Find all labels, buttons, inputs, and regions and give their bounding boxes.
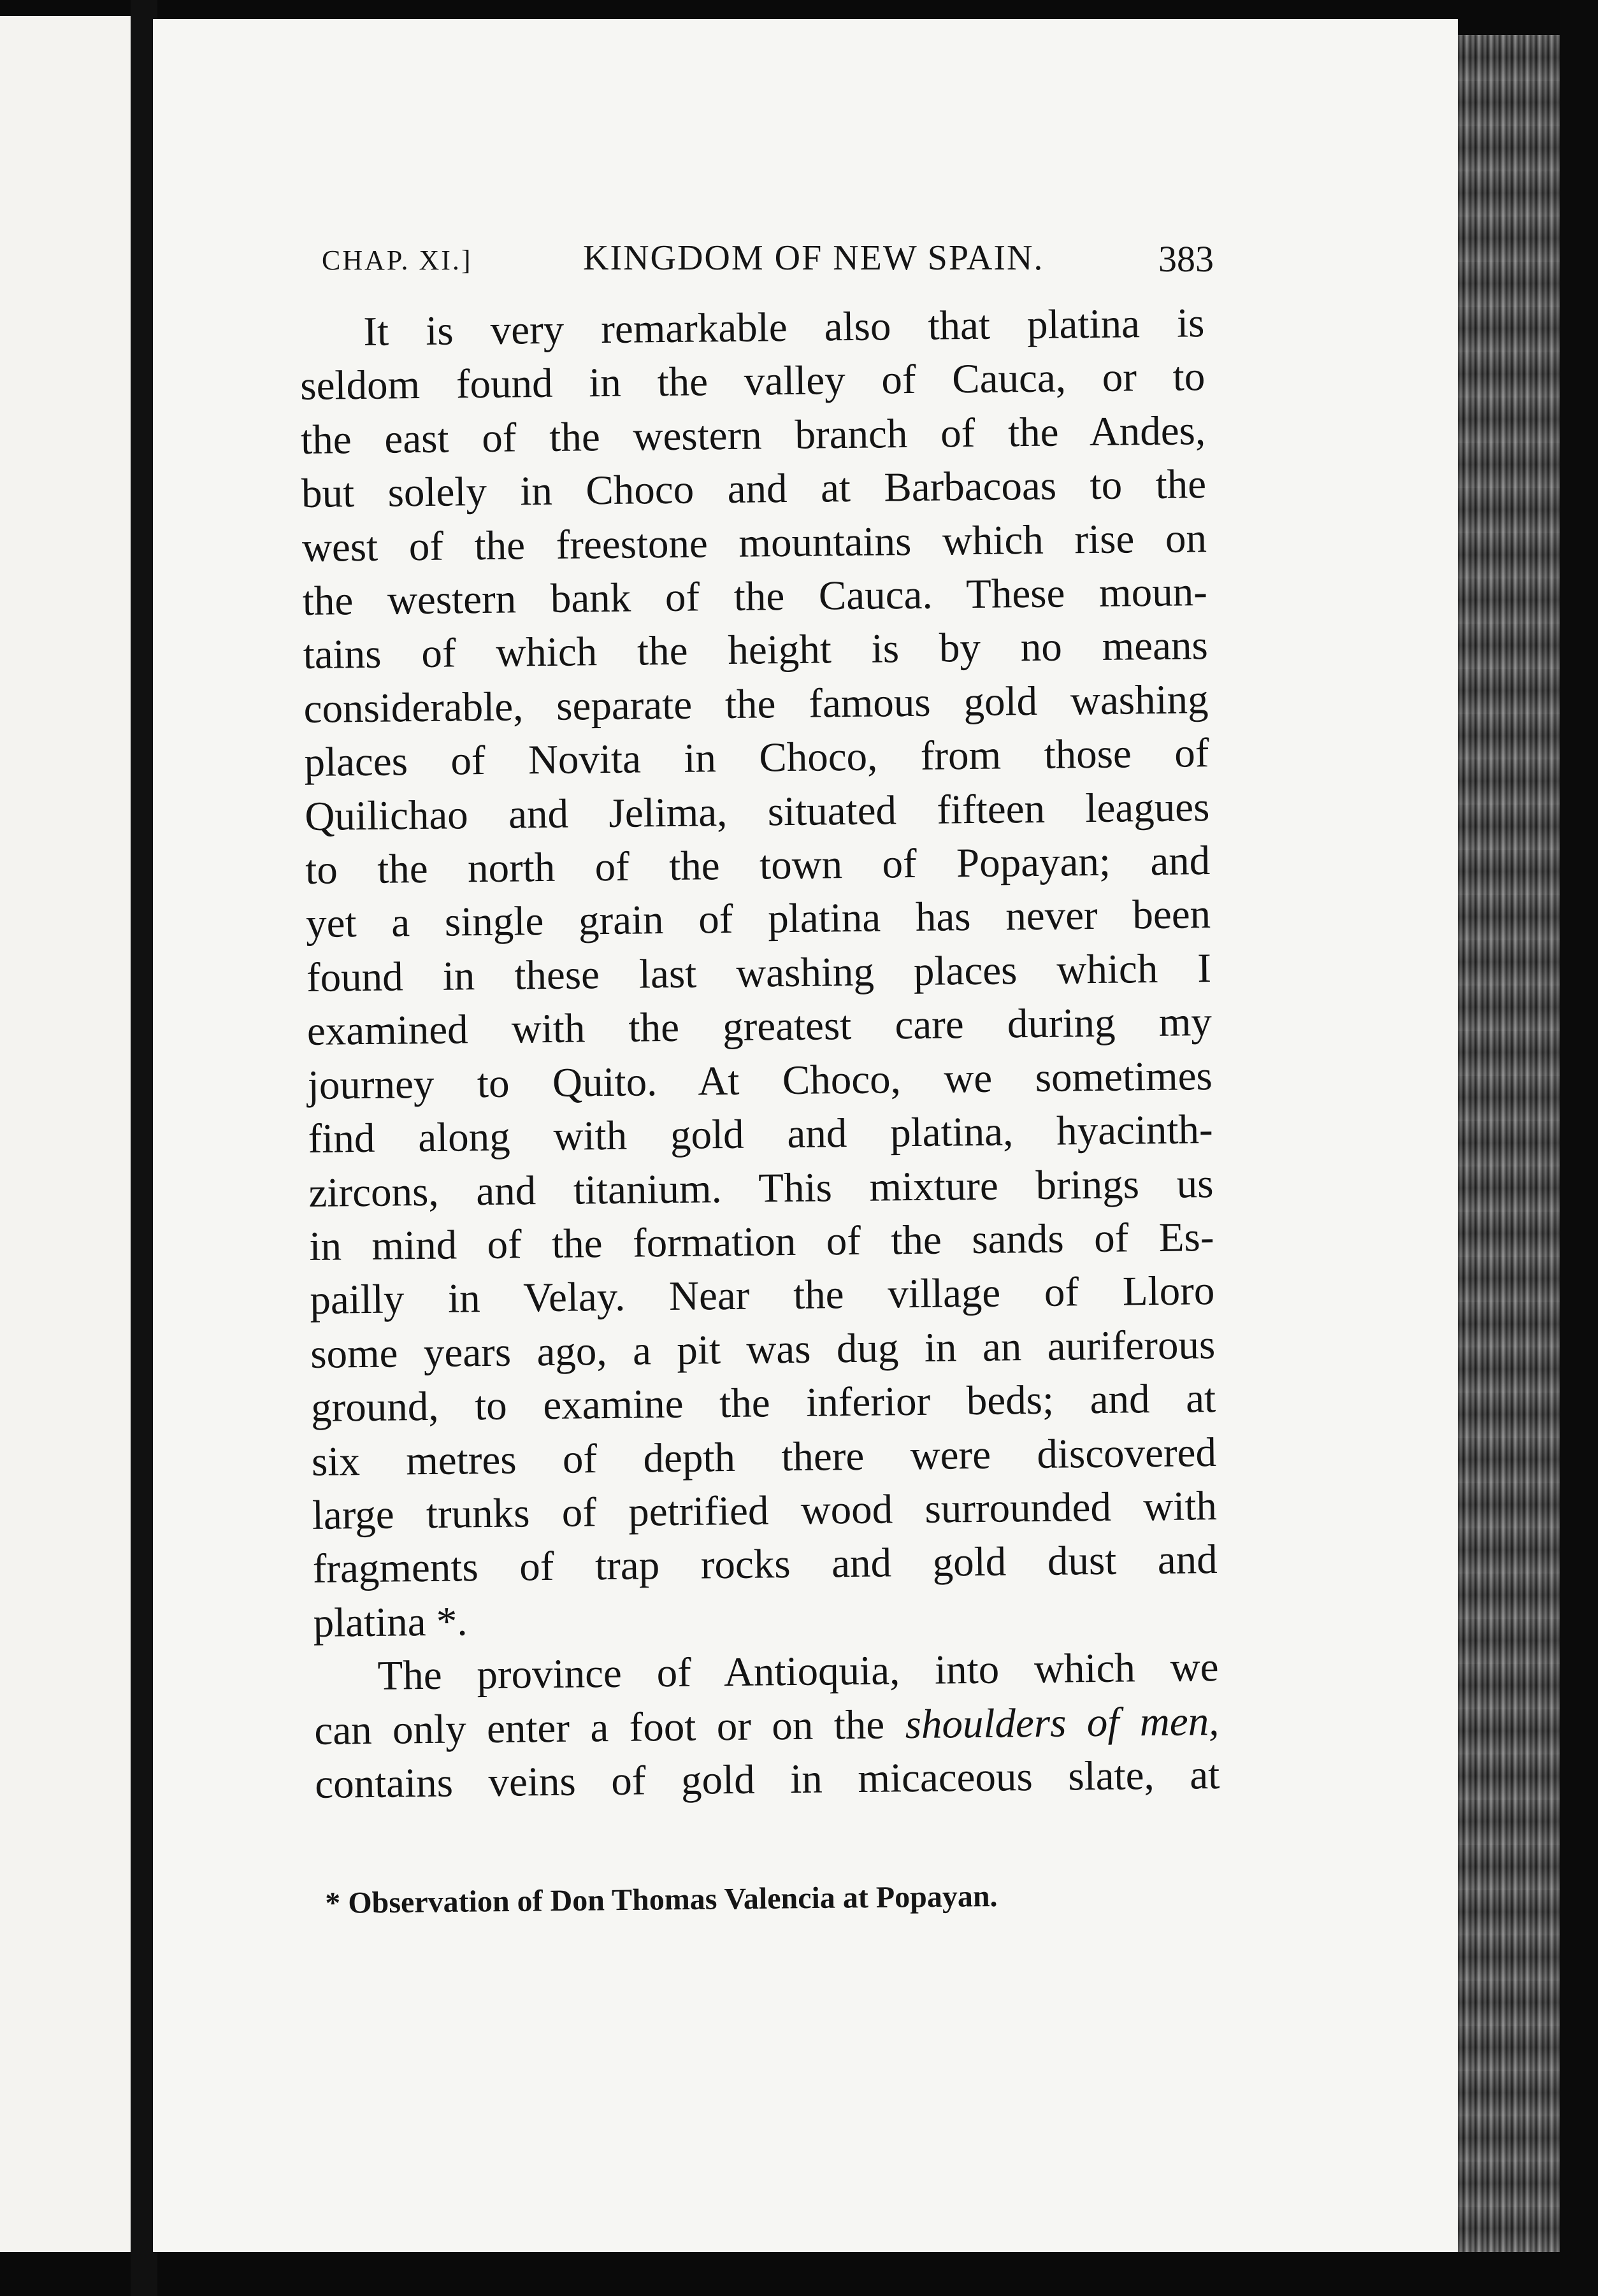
text-line: ground, to examine the inferior beds; and at [310, 1375, 1216, 1431]
facing-page-edge [0, 16, 131, 2252]
chapter-label: CHAP. XI.] [322, 245, 473, 276]
text-line: seldom found in the valley of Cauca, or to [299, 354, 1206, 410]
text-line: It is very remarkable also that platina is [363, 300, 1205, 355]
text-run: can only enter a foot or on the [314, 1701, 905, 1754]
text-line: to the north of the town of Popayan; and [305, 838, 1211, 894]
body-text [299, 296, 1220, 1811]
text-line: journey to Quito. At Choco, we sometimes [307, 1052, 1213, 1109]
text-line: the east of the western branch of the Andes, [300, 407, 1206, 463]
text-line: The province of Antioquia, into which we [377, 1644, 1219, 1699]
page-block-edge [1458, 35, 1560, 2252]
text-line [314, 1695, 1220, 1758]
page-number: 383 [1158, 238, 1214, 280]
text-line: platina *. [313, 1598, 468, 1646]
text-line: the western bank of the Cauca. These moun- [302, 569, 1208, 625]
text-line: large trunks of petrified wood surrounded with [312, 1482, 1218, 1539]
text-line: but solely in Choco and at Barbacoas to the [301, 461, 1207, 517]
text-line: in mind of the formation of the sands of Es- [309, 1214, 1214, 1270]
text-line: tains of which the height is by no means [303, 622, 1209, 678]
paragraph-1 [299, 296, 1218, 1650]
footnote: * Observation of Don Thomas Valencia at Popayan. [325, 1879, 998, 1920]
text-line: contains veins of gold in micaceous slate, at [314, 1751, 1220, 1807]
right-border [1560, 0, 1598, 2296]
text-line: yet a single grain of platina has never been [305, 891, 1211, 947]
text-line: found in these last washing places which I [306, 945, 1212, 1001]
text-line: zircons, and titanium. This mixture brings us [308, 1160, 1214, 1216]
running-header [322, 233, 1214, 290]
running-title: KINGDOM OF NEW SPAIN. [583, 238, 1044, 278]
text-line: examined with the greatest care during my [306, 999, 1213, 1055]
text-line: considerable, separate the famous gold washing [303, 676, 1209, 732]
italic-phrase: shoulders of men, [905, 1698, 1220, 1747]
text-line: find along with gold and platina, hyacinth- [308, 1107, 1213, 1163]
text-line: some years ago, a pit was dug in an auriferous [310, 1321, 1216, 1377]
text-line: west of the freestone mountains which rise on [301, 515, 1207, 571]
paragraph-2 [313, 1640, 1220, 1811]
text-line: places of Novita in Choco, from those of [304, 730, 1209, 786]
text-line: Quilichao and Jelima, situated fifteen leagues [305, 784, 1210, 840]
text-line: pailly in Velay. Near the village of Lloro [309, 1268, 1215, 1324]
text-line: fragments of trap rocks and gold dust and [312, 1537, 1218, 1593]
text-line: six metres of depth there were discovered [311, 1429, 1217, 1485]
